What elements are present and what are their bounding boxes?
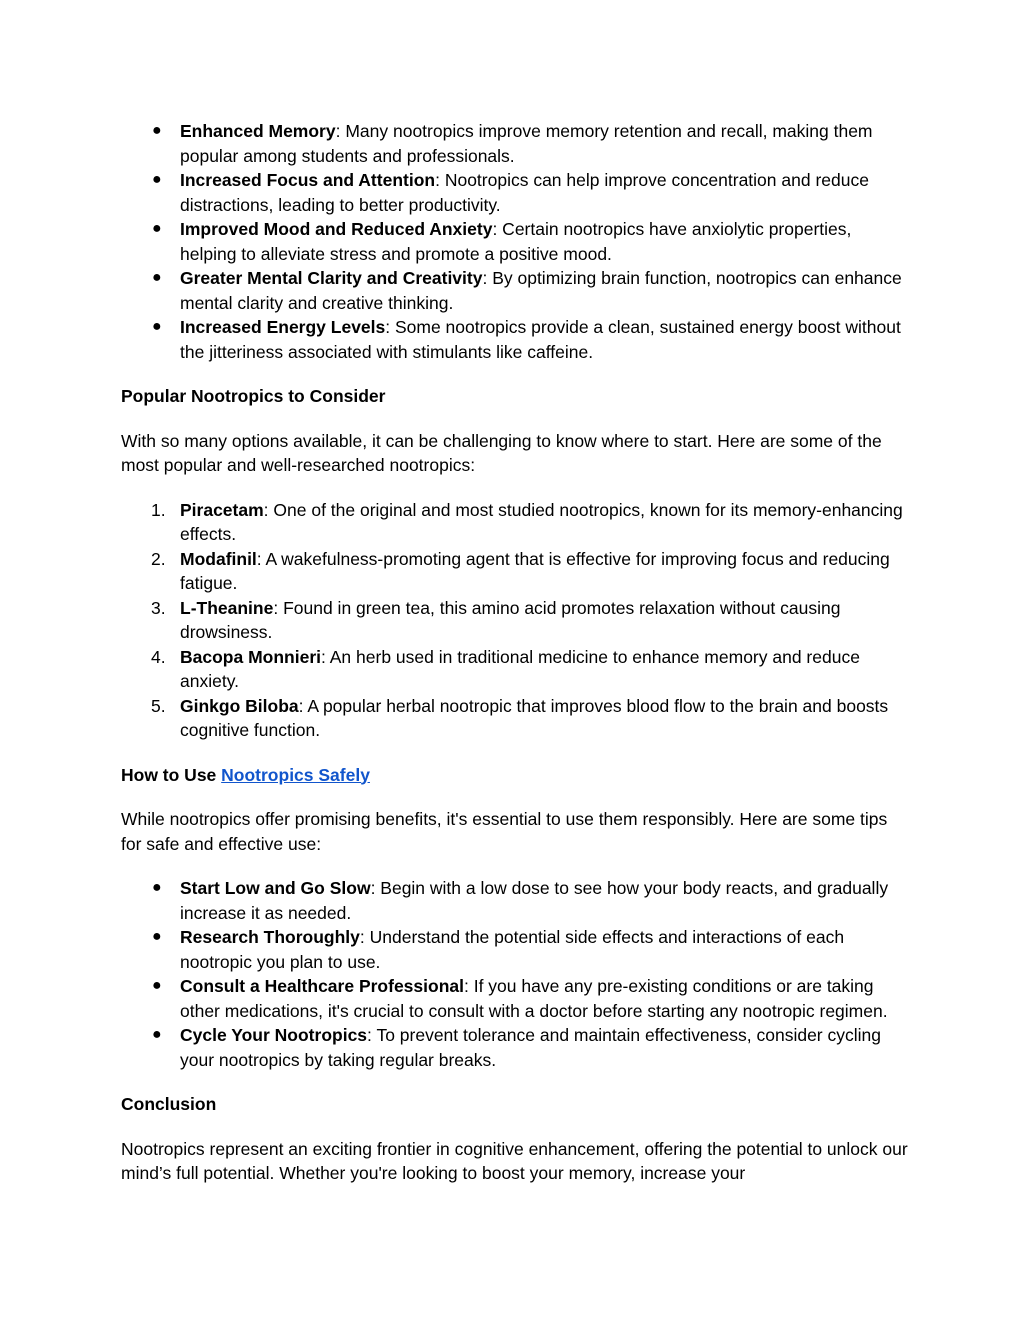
bullet-icon: ● [152, 977, 162, 994]
spacer [121, 1072, 911, 1092]
item-desc: : An herb used in traditional medicine to enhance memory and reduce anxiety. [180, 646, 860, 691]
spacer [121, 409, 911, 429]
item-term: Greater Mental Clarity and Creativity [180, 268, 483, 288]
item-term: Improved Mood and Reduced Anxiety [180, 219, 493, 239]
list-item [121, 217, 911, 266]
document-page [121, 119, 911, 1186]
item-desc: : Many nootropics improve memory retention and recall, making them popular among students and professionals. [180, 121, 873, 166]
item-desc: : One of the original and most studied nootropics, known for its memory-enhancing effects. [180, 499, 903, 544]
item-desc: : A popular herbal nootropic that improves blood flow to the brain and boosts cognitive function. [180, 695, 889, 740]
list-number: 5. [151, 695, 166, 716]
list-item [121, 974, 911, 1023]
bullet-icon: ● [152, 879, 162, 896]
list-item [121, 1023, 911, 1072]
list-number: 3. [151, 597, 166, 618]
list-item [121, 925, 911, 974]
list-number: 2. [151, 548, 166, 569]
item-term: Increased Focus and Attention [180, 170, 436, 190]
list-item [121, 547, 911, 596]
item-desc: : Certain nootropics have anxiolytic properties, helping to alleviate stress and promote a positive mood. [180, 219, 852, 264]
spacer [121, 478, 911, 498]
popular-nootropics-list [121, 498, 911, 743]
item-desc: : If you have any pre-existing conditions or are taking other medications, it's crucial to consult with a doctor before starting any nootropic regimen. [180, 976, 888, 1021]
list-number: 4. [151, 646, 166, 667]
paragraph-safety-intro: While nootropics offer promising benefits, it's essential to use them responsibly. Here are some tips for safe and effective use: [121, 809, 888, 854]
list-item [121, 315, 911, 364]
list-item [121, 498, 911, 547]
list-item [121, 596, 911, 645]
spacer [121, 856, 911, 876]
bullet-icon: ● [152, 928, 162, 945]
bullet-icon: ● [152, 122, 162, 139]
spacer [121, 364, 911, 384]
item-term: Piracetam [180, 499, 264, 520]
item-desc: : A wakefulness-promoting agent that is effective for improving focus and reducing fatigue. [180, 548, 890, 593]
spacer [121, 787, 911, 807]
item-desc: : Found in green tea, this amino acid promotes relaxation without causing drowsiness. [180, 597, 841, 642]
section-heading-conclusion: Conclusion [121, 1094, 217, 1114]
item-desc: : Begin with a low dose to see how your body reacts, and gradually increase it as needed. [180, 878, 889, 923]
bullet-icon: ● [152, 1026, 162, 1043]
item-term: Research Thoroughly [180, 927, 360, 947]
item-term: Modafinil [180, 548, 257, 569]
bullet-icon: ● [152, 220, 162, 237]
item-term: Consult a Healthcare Professional [180, 976, 464, 996]
item-term: Cycle Your Nootropics [180, 1025, 368, 1045]
item-desc: : Nootropics can help improve concentration and reduce distractions, leading to better productivity. [180, 170, 869, 215]
safety-tips-list [121, 876, 911, 1072]
paragraph-conclusion: Nootropics represent an exciting frontier in cognitive enhancement, offering the potential to unlock our mind’s full potential. Whether you're looking to boost your memory, increase your [121, 1138, 908, 1183]
heading-prefix: How to Use [121, 764, 222, 785]
item-term: Ginkgo Biloba [180, 695, 299, 716]
item-term: L-Theanine [180, 597, 274, 618]
list-number: 1. [151, 499, 166, 520]
list-item [121, 266, 911, 315]
item-desc: : By optimizing brain function, nootropics can enhance mental clarity and creative thinking. [180, 268, 902, 313]
paragraph-popular-intro: With so many options available, it can be challenging to know where to start. Here are some of the most popular and well-researched nootropics: [121, 430, 882, 475]
item-desc: : Some nootropics provide a clean, sustained energy boost without the jitteriness associated with stimulants like caffeine. [180, 317, 901, 362]
section-heading-popular: Popular Nootropics to Consider [121, 386, 386, 406]
list-item [121, 694, 911, 743]
item-desc: : To prevent tolerance and maintain effectiveness, consider cycling your nootropics by taking regular breaks. [180, 1025, 881, 1070]
spacer [121, 743, 911, 763]
bullet-icon: ● [152, 171, 162, 188]
spacer [121, 1117, 911, 1137]
item-term: Enhanced Memory [180, 121, 336, 141]
bullet-icon: ● [152, 318, 162, 335]
section-heading-safety [121, 763, 911, 788]
list-item [121, 168, 911, 217]
item-desc: : Understand the potential side effects and interactions of each nootropic you plan to use. [180, 927, 845, 972]
list-item [121, 876, 911, 925]
list-item [121, 119, 911, 168]
nootropics-safely-link[interactable]: Nootropics Safely [221, 764, 370, 785]
item-term: Increased Energy Levels [180, 317, 386, 337]
benefits-list [121, 119, 911, 364]
bullet-icon: ● [152, 269, 162, 286]
item-term: Bacopa Monnieri [180, 646, 321, 667]
item-term: Start Low and Go Slow [180, 878, 371, 898]
list-item [121, 645, 911, 694]
